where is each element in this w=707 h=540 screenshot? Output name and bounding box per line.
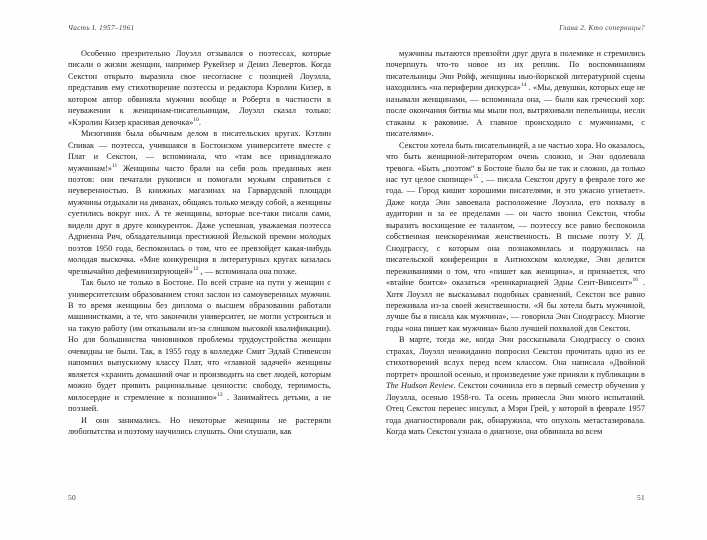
footnote-marker[interactable]: 11	[111, 162, 118, 169]
left-running-head: Часть I. 1957–1961	[68, 24, 135, 32]
paragraph-text: Секстон хотела быть писательницей, а не частью хора. Но оказалось, что быть женщиной-литератором очень сложно, и Энн одолевала тревога. «Быть „поэтом“ в Бостоне было бы не так и сложно, да только нас тут целое скопище»$^{15}$ , — писала Секстон другу в феврале того же года. — Город кишит хорошими писателями, и это ужасно угнетает». Даже когда Энн завоевала расположение Лоуэлла, его похвалу в аудитории и за ее пределами — он часто звонил Секстон, чтобы выразить восхищение ее талантом, — поэтессу все равно беспокоила собственная неискоренимая женственность. В письме поэту У. Д. Снодграссу, с которым она познакомилась и подружилась на писательской конференции в Антиохском колледже, Энн делится переживаниями о том, что «пишет как женщина», и признается, что «втайне боится» оказаться «реинкарнацией Эдны Сент-Винсент»$^{16}$ . Хотя Лоуэлл не высказывал подобных сравнений, Секстон все равно переживала из-за своей женственности. «Я бы хотела быть мужчиной, лучше бы я писала как мужчина», — говорила Энн Снодграссу. Многие годы «она пишет как мужчина» было лучшей похвалой для Секстон.	[386, 140, 645, 333]
left-page-number: 50	[68, 493, 76, 502]
right-page-number: 51	[637, 493, 645, 502]
paragraph-text: В марте, тогда же, когда Энн рассказывала Снодграссу о своих страхах, Лоуэлл неожиданно попросил Секстон прочитать одно из ее стихотворений вслух перед всем классом. Она написала «Двойной портрет» прошлой осенью, и произведение уже приняли к публикации в The Hudson Review. Секстон сочинила его в первый семестр обучения у Лоуэлла, осенью 1958-го. Та осень принесла Энн много испытаний. Отец Секстон перенес инсульт, а Мэри Грей, у которой в феврале 1957 года диагностировали рак, обнаружила, что опухоль метастазировала. Когда мать Секстон узнала о диагнозе, она обвинила во всем	[386, 335, 645, 436]
right-running-head: Глава 2. Кто соперницы?	[559, 24, 645, 32]
paragraph-text: И они занимались. Но некоторые женщины не растеряли любопытства и поэтому научились слушать. Они слушали, как	[68, 415, 331, 436]
footnote-marker[interactable]: 16	[632, 277, 639, 284]
paragraph-text: Так было не только в Бостоне. По всей стране на пути у женщин с университетским образованием стоял заслон из самоуверенных мужчин. В то время женщины без диплома о высшем образовании работали машинистками, а те, что закончили университет, не могли устроиться и на такую работу (им отказывали из-за слишком высокой квалификации). Но для большинства чиновников проблемы трудоустройства женщин очевидны не были. Так, в 1955 году в колледже Смит Эдлай Стивенсон напомнил выпускному классу Плат, что «главной задачей» женщины является «хранить домашний очаг и производить на свет людей, которым можно будет привить рациональные ценности: свободу, терпимость, милосердие и стремление к познанию»$^{13}$ . Занимайтесь детьми, а не поэзией.	[68, 278, 332, 414]
paragraph	[68, 415, 331, 438]
footnote-marker[interactable]: 10	[193, 116, 199, 123]
paragraph: Особенно презрительно Лоуэлл отзывался о поэтессах, которые писали о жизни женщин, например Рукейзер и Дениз Левертов. Когда Секстон открыто выразила свое несогласие с позицией Лоуэлла, представив ему стихотворение поэтессы и редактора Кэролин Кизер, в котором автор обвиняла мужчин вообще и Роберта в частности в неуважении к женщинам-писательницам, Лоуэлл сказал только: «Кэролин Кизер красивая девочка»$^{10}$.	[68, 49, 331, 127]
paragraph-text: Особенно презрительно Лоуэлл отзывался о поэтессах, которые писали о жизни женщин, например Рукейзер и Дениз Левертов. Когда Секстон открыто выразила свое несогласие с позицией Лоуэлла, представив ему стихотворение поэтессы и редактора Кэролин Кизер, в котором автор обвиняла мужчин вообще и Роберта в частности в неуважении к женщинам-писательницам, Лоуэлл сказал только: «Кэролин Кизер красивая девочка»	[68, 49, 331, 127]
journal-title: The Hudson Review	[386, 381, 454, 391]
right-page	[353, 0, 707, 540]
footnote-marker[interactable]: 15	[472, 174, 479, 181]
paragraph	[386, 140, 645, 335]
right-page-body	[386, 48, 645, 437]
left-page	[0, 0, 353, 540]
footnote-marker[interactable]: 12	[192, 265, 199, 272]
left-page-body	[68, 48, 331, 437]
paragraph	[386, 48, 645, 140]
paragraph-text: Мизогиния была обычным делом в писательских кругах. Кэтлин Спивак — поэтесса, учившаяся в Бостонском университете вместе с Плат и Секстон, — вспоминала, что «там все принадлежало мужчинам!»$^{11}$ Женщины часто брали на себя роль преданных жен поэтов: они печатали рукописи и помогали мужьям справиться с неуверенностью. В книжных магазинах на Гарвардской площади мужчины отдыхали на диванах, общаясь только между собой, а женщины суетились вокруг них. А те женщины, которые все-таки писали сами, видели друг в друге конкуренток. Даже успешная, уважаемая поэтесса Адриенна Рич, обладательница престижной Йельской премии молодых поэтов 1950 года, беспокоилась о том, что ее превзойдет какая-нибудь молодая выскочка. «Мне конкуренция в литературных кругах казалась чрезвычайно дефеминизирующей»$^{12}$ , — вспоминала она позже.	[68, 129, 331, 276]
footnote-marker[interactable]: 13	[216, 391, 223, 398]
footnote-marker[interactable]: 14	[520, 82, 527, 89]
paragraph	[68, 128, 331, 277]
paragraph	[386, 334, 645, 437]
paragraph-text: мужчины пытаются превзойти друг друга в полемике и стремились почерпнуть что-то новое из их реплик. По воспоминаниям писательницы Энн Ройф, женщины нью-йоркской литературной сцены находились «на периферии дискурса»$^{14}$ . «Мы, девушки, которых еще не называли женщинами, — вспоминала она, — были как греческий хор: после окончания битвы мы мыли пол, вытряхивали пепельницы, несли стаканы к раковине. А главное происходило с мужчинами, с писателями».	[386, 49, 645, 139]
paragraph	[68, 277, 331, 414]
